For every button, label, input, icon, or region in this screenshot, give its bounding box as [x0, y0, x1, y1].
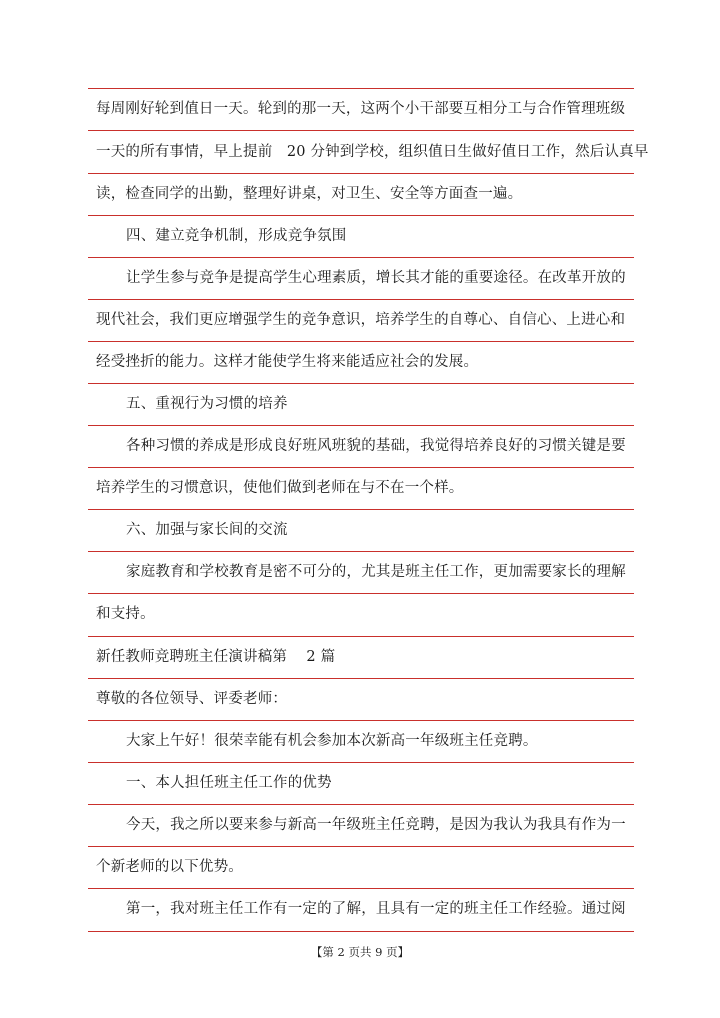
body-text-line: 家庭教育和学校教育是密不可分的，尤其是班主任工作，更加需要家长的理解	[126, 564, 626, 580]
greeting-text: 大家上午好！很荣幸能有机会参加本次新高一年级班主任竞聘。	[126, 733, 538, 749]
ruled-line	[88, 257, 634, 258]
ruled-line	[88, 762, 634, 763]
body-text-line: 今天，我之所以要来参与新高一年级班主任竞聘，是因为我认为我具有作为一	[126, 817, 626, 833]
ruled-line	[88, 88, 634, 89]
ruled-line	[88, 173, 634, 174]
body-text-line: 培养学生的习惯意识，使他们做到老师在与不在一个样。	[96, 480, 464, 496]
body-text-line: 一天的所有事情，早上提前 20 分钟到学校，组织值日生做好值日工作，然后认真早	[96, 144, 649, 160]
ruled-line	[88, 720, 634, 721]
body-text-line: 让学生参与竞争是提高学生心理素质，增长其才能的重要途径。在改革开放的	[126, 270, 626, 286]
ruled-line	[88, 130, 634, 131]
ruled-line	[88, 425, 634, 426]
body-text-line: 第一，我对班主任工作有一定的了解，且具有一定的班主任工作经验。通过阅	[126, 901, 626, 917]
ruled-line	[88, 509, 634, 510]
section-heading: 五、重视行为习惯的培养	[126, 396, 288, 412]
ruled-line	[88, 678, 634, 679]
salutation: 尊敬的各位领导、评委老师：	[96, 691, 288, 707]
section-heading: 一、本人担任班主任工作的优势	[126, 775, 332, 791]
ruled-line	[88, 551, 634, 552]
ruled-line	[88, 341, 634, 342]
ruled-line	[88, 636, 634, 637]
section-heading: 六、加强与家长间的交流	[126, 522, 288, 538]
body-text-line: 每周刚好轮到值日一天。轮到的那一天，这两个小干部要互相分工与合作管理班级	[96, 101, 626, 117]
section-heading: 四、建立竞争机制，形成竞争氛围	[126, 228, 347, 244]
body-text-line: 个新老师的以下优势。	[96, 859, 243, 875]
ruled-line	[88, 593, 634, 594]
ruled-line	[88, 804, 634, 805]
ruled-line	[88, 931, 634, 932]
body-text-line: 现代社会，我们更应增强学生的竞争意识，培养学生的自尊心、自信心、上进心和	[96, 312, 626, 328]
body-text-line: 读，检查同学的出勤，整理好讲桌，对卫生、安全等方面查一遍。	[96, 186, 523, 202]
body-text-line: 经受挫折的能力。这样才能使学生将来能适应社会的发展。	[96, 354, 479, 370]
ruled-line	[88, 888, 634, 889]
ruled-line	[88, 467, 634, 468]
page-footer: 【第 2 页共 9 页】	[310, 945, 410, 959]
ruled-line	[88, 846, 634, 847]
ruled-line	[88, 383, 634, 384]
article-title: 新任教师竞聘班主任演讲稿第 2 篇	[96, 649, 336, 665]
ruled-line	[88, 215, 634, 216]
body-text-line: 各种习惯的养成是形成良好班风班貌的基础，我觉得培养良好的习惯关键是要	[126, 438, 626, 454]
ruled-line	[88, 299, 634, 300]
body-text-line: 和支持。	[96, 606, 155, 622]
